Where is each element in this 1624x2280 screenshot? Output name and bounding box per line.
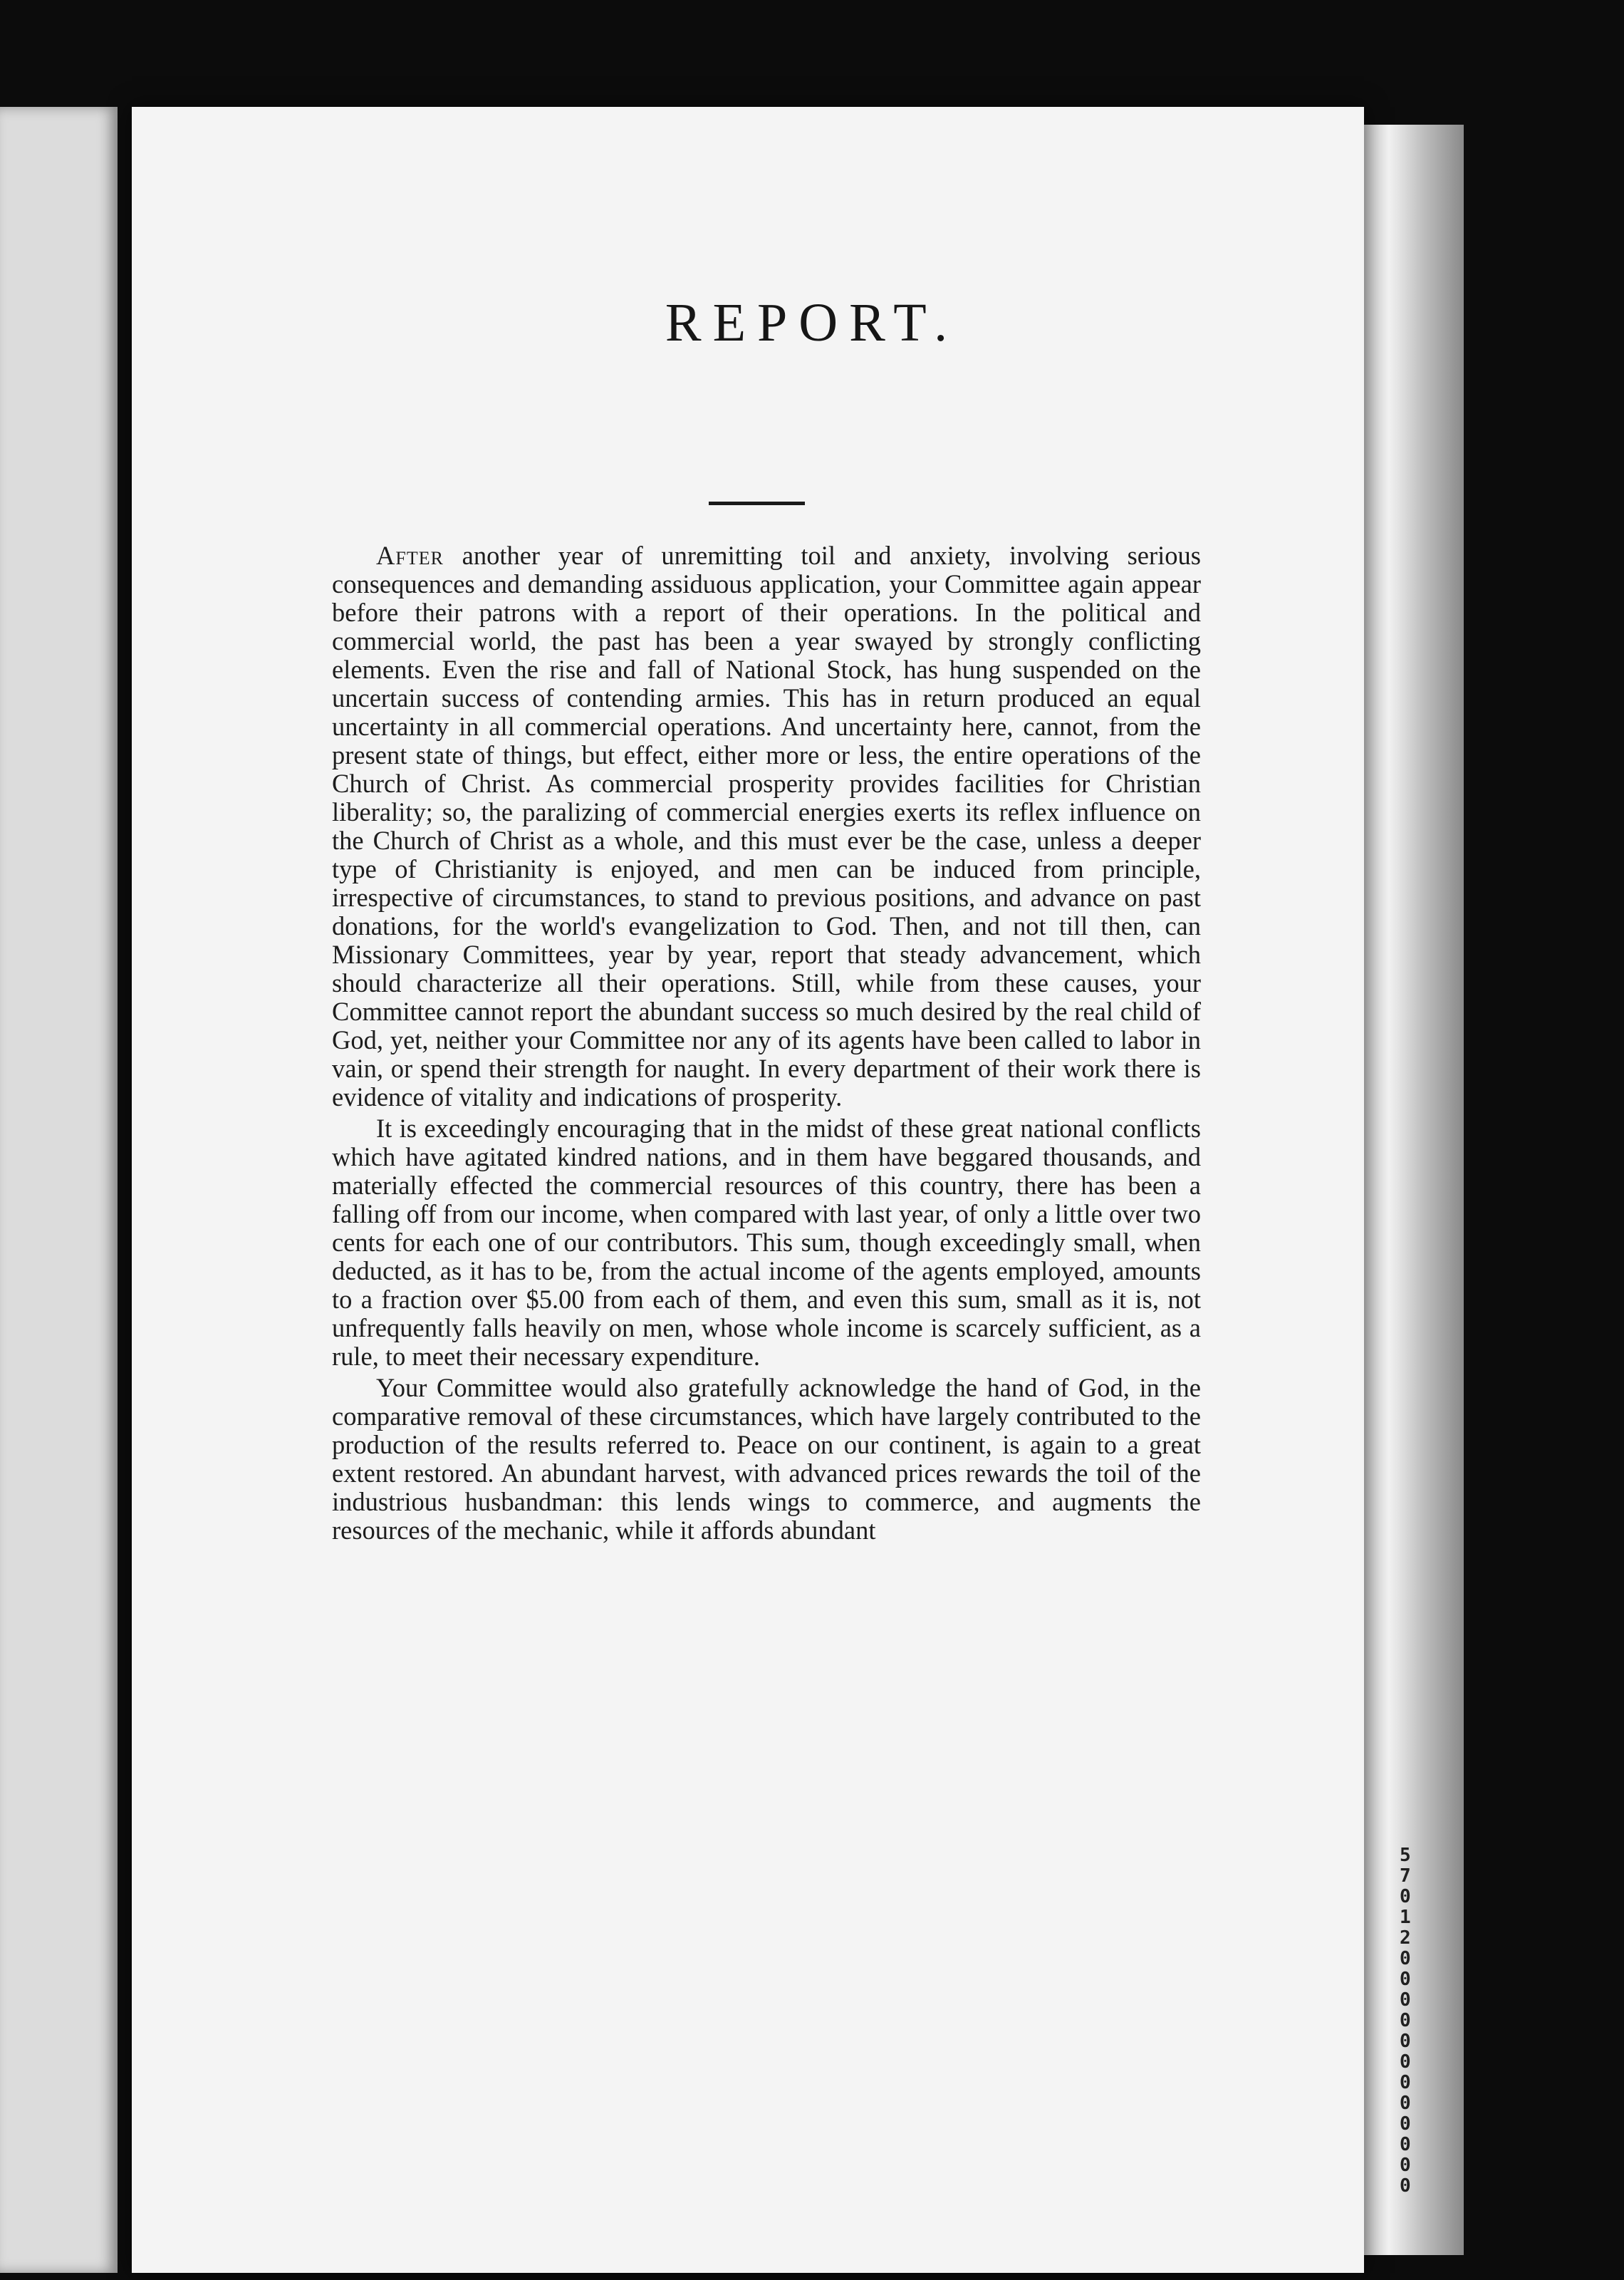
paragraph-1: [332, 542, 1201, 1112]
drop-word: After: [376, 541, 444, 570]
paragraph-3: Your Committee would also gratefully acknowledge the hand of God, in the comparative removal of these circumstances, which have largely contributed to the production of the results referred to. Peace on our continent, is again to a great extent restored. An abundant harvest, with advanced prices rewards the toil of the industrious husbandman: this lends wings to commerce, and augments the resources of the mechanic, while it affords abundant: [332, 1373, 1201, 1545]
facing-page-edge: [0, 107, 118, 2273]
paragraph-1-text: another year of unremitting toil and anxiety, involving serious consequences and demanding assiduous application, your Committee again appear before their patrons with a report of their operations. In the political and commercial world, the past has been a year swayed by strongly conflicting elements. Even the rise and fall of National Stock, has hung suspended on the uncertain success of contending armies. This has in return produced an equal uncertainty in all commercial operations. And uncertainty here, cannot, from the present state of things, but effect, either more or less, the entire operations of the Church of Christ. As commercial prosperity provides facilities for Christian liberality; so, the paralizing of commercial energies exerts its reflex influence on the Church of Christ as a whole, and this must ever be the case, unless a deeper type of Christianity is enjoyed, and men can be induced from principle, irrespective of circumstances, to stand to previous positions, and advance on past donations, for the world's evangelization to God. Then, and not till then, can Missionary Committees, year by year, report that steady advancement, which should characterize all their operations. Still, while from these causes, your Committee cannot report the abundant success so much desired by the real child of God, yet, neither your Committee nor any of its agents have been called to labor in vain, or spend their strength for naught. In every department of their work there is evidence of vitality and indications of prosperity.: [332, 541, 1201, 1112]
paragraph-2: It is exceedingly encouraging that in the midst of these great national conflicts which have agitated kindred nations, and in them have beggared thousands, and materially effected the commercial resources of this country, there has been a falling off from our income, when compared with last year, of only a little over two cents for each one of our contributors. This sum, though exceedingly small, when deducted, as it has to be, from the actual income of the agents employed, amounts to a fraction over $5.00 from each of them, and even this sum, small as it is, not unfrequently falls heavily on men, whose whole income is scarcely sufficient, as a rule, to meet their necessary expenditure.: [332, 1114, 1201, 1371]
report-body: [332, 542, 1201, 1545]
edge-digits: 57012000000000000: [1400, 1845, 1411, 2197]
title-rule: [709, 502, 805, 505]
page-title: REPORT.: [665, 293, 959, 353]
